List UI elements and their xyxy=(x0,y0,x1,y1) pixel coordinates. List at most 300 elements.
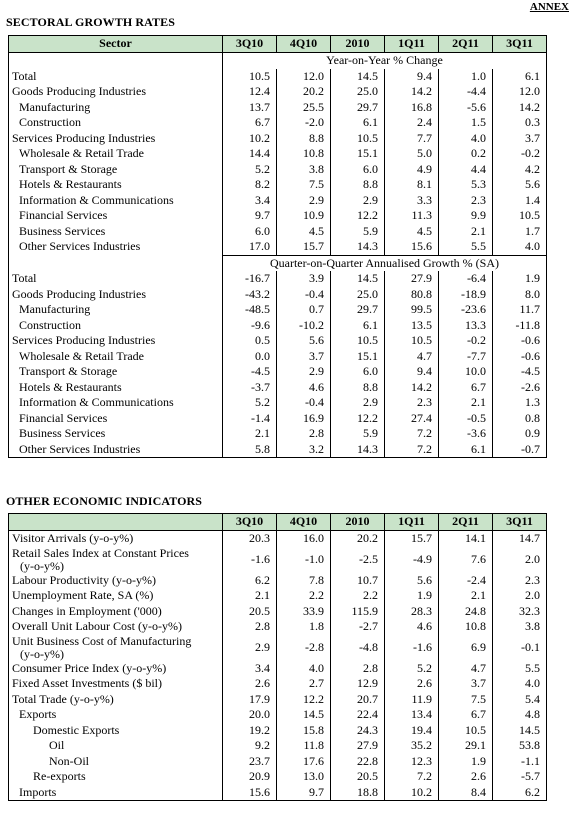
cell-value: 22.8 xyxy=(331,754,385,770)
cell-value: -0.7 xyxy=(493,442,547,458)
cell-value: 4.0 xyxy=(439,131,493,147)
section-caption: Quarter-on-Quarter Annualised Growth % (SA) xyxy=(223,255,547,271)
period-header: 1Q11 xyxy=(385,36,439,53)
cell-value: 3.4 xyxy=(223,661,277,677)
cell-value: 6.7 xyxy=(439,380,493,396)
cell-value: 12.0 xyxy=(277,69,331,85)
table-row xyxy=(9,287,547,303)
cell-value: 14.1 xyxy=(439,531,493,547)
table-row xyxy=(9,146,547,162)
cell-value: 6.1 xyxy=(331,115,385,131)
cell-value: 4.4 xyxy=(439,162,493,178)
row-label: Services Producing Industries xyxy=(12,130,156,145)
cell-value: 2.6 xyxy=(439,769,493,785)
cell-value: 3.2 xyxy=(277,442,331,458)
sector-column-header: Sector xyxy=(9,36,223,53)
row-label xyxy=(9,619,223,635)
cell-value: 13.5 xyxy=(385,318,439,334)
cell-value: 5.0 xyxy=(385,146,439,162)
cell-value: -1.6 xyxy=(385,635,439,661)
table-row xyxy=(9,333,547,349)
row-label-line: Retail Sales Index at Constant Prices xyxy=(12,545,189,560)
sectoral-header-row xyxy=(9,36,547,53)
cell-value: 8.8 xyxy=(331,177,385,193)
row-label xyxy=(9,754,223,770)
cell-value: 5.5 xyxy=(493,661,547,677)
cell-value: 13.7 xyxy=(223,100,277,116)
table-row xyxy=(9,635,547,661)
cell-value: -1.0 xyxy=(277,547,331,573)
cell-value: 14.2 xyxy=(385,84,439,100)
cell-value: 5.2 xyxy=(223,395,277,411)
cell-value: 3.7 xyxy=(439,676,493,692)
cell-value: 2.1 xyxy=(223,588,277,604)
row-label-line: Re-exports xyxy=(33,769,86,783)
row-label: Total xyxy=(12,271,37,285)
cell-value: 8.8 xyxy=(331,380,385,396)
table-row xyxy=(9,661,547,677)
cell-value: 2.3 xyxy=(439,193,493,209)
cell-value: 0.8 xyxy=(493,411,547,427)
row-label xyxy=(9,635,223,661)
section-caption-row xyxy=(9,53,547,69)
cell-value: -5.7 xyxy=(493,769,547,785)
period-header: 3Q10 xyxy=(223,36,277,53)
cell-value: 4.0 xyxy=(493,239,547,255)
cell-value: 14.5 xyxy=(277,707,331,723)
cell-value: 12.9 xyxy=(331,676,385,692)
cell-value: 12.3 xyxy=(385,754,439,770)
period-header: 2010 xyxy=(331,36,385,53)
indicator-column-header xyxy=(9,514,223,531)
cell-value: -2.5 xyxy=(331,547,385,573)
cell-value: 10.5 xyxy=(331,131,385,147)
cell-value: 2.6 xyxy=(385,676,439,692)
cell-value: 3.3 xyxy=(385,193,439,209)
row-label: Hotels & Restaurants xyxy=(19,379,122,394)
cell-value: -0.1 xyxy=(493,635,547,661)
cell-value: 2.9 xyxy=(223,635,277,661)
cell-value: -2.8 xyxy=(277,635,331,661)
cell-value: 15.7 xyxy=(385,531,439,547)
table-row xyxy=(9,588,547,604)
cell-value: 15.1 xyxy=(331,349,385,365)
row-label: Other Services Industries xyxy=(19,239,141,254)
cell-value: -0.4 xyxy=(277,395,331,411)
cell-value: -9.6 xyxy=(223,318,277,334)
cell-value: 10.7 xyxy=(331,573,385,589)
table-row xyxy=(9,131,547,147)
cell-value: 10.5 xyxy=(331,333,385,349)
cell-value: 2.3 xyxy=(385,395,439,411)
cell-value: 20.2 xyxy=(277,84,331,100)
table-row xyxy=(9,769,547,785)
cell-value: 5.6 xyxy=(277,333,331,349)
cell-value: 6.1 xyxy=(331,318,385,334)
cell-value: 10.0 xyxy=(439,364,493,380)
row-label: Construction xyxy=(19,115,81,129)
cell-value: -3.7 xyxy=(223,380,277,396)
cell-value: 14.5 xyxy=(331,271,385,287)
row-label xyxy=(9,785,223,801)
cell-value: 10.5 xyxy=(385,333,439,349)
row-label-line: Unemployment Rate, SA (%) xyxy=(12,588,154,602)
cell-value: 20.7 xyxy=(331,692,385,708)
table-row xyxy=(9,604,547,620)
row-label xyxy=(9,573,223,589)
cell-value: 6.0 xyxy=(331,162,385,178)
cell-value: 0.7 xyxy=(277,302,331,318)
cell-value: 14.5 xyxy=(493,723,547,739)
row-label xyxy=(9,547,223,573)
cell-value: 2.1 xyxy=(439,395,493,411)
cell-value: 3.7 xyxy=(493,131,547,147)
cell-value: 18.8 xyxy=(331,785,385,801)
cell-value: 14.2 xyxy=(385,380,439,396)
row-label xyxy=(9,676,223,692)
row-label-line: Domestic Exports xyxy=(33,722,120,737)
row-label-line: Overall Unit Labour Cost (y-o-y%) xyxy=(12,619,182,633)
cell-value: 15.7 xyxy=(277,239,331,255)
cell-value: 25.0 xyxy=(331,287,385,303)
row-label: Transport & Storage xyxy=(19,161,118,176)
cell-value: 15.8 xyxy=(277,723,331,739)
cell-value: 11.8 xyxy=(277,738,331,754)
cell-value: 27.9 xyxy=(331,738,385,754)
cell-value: 4.5 xyxy=(277,224,331,240)
cell-value: 10.5 xyxy=(223,69,277,85)
cell-value: -6.4 xyxy=(439,271,493,287)
cell-value: 1.4 xyxy=(493,193,547,209)
cell-value: -0.2 xyxy=(439,333,493,349)
table-row xyxy=(9,707,547,723)
cell-value: 9.4 xyxy=(385,69,439,85)
cell-value: 4.8 xyxy=(493,707,547,723)
row-label: Information & Communications xyxy=(19,192,174,207)
table-row xyxy=(9,239,547,255)
cell-value: 10.8 xyxy=(439,619,493,635)
table-row xyxy=(9,100,547,116)
cell-value: 7.6 xyxy=(439,547,493,573)
cell-value: 6.7 xyxy=(223,115,277,131)
table-row xyxy=(9,723,547,739)
cell-value: 0.9 xyxy=(493,426,547,442)
cell-value: 7.2 xyxy=(385,442,439,458)
cell-value: 8.1 xyxy=(385,177,439,193)
other-indicators-table xyxy=(8,513,547,801)
cell-value: 2.8 xyxy=(331,661,385,677)
row-label: Financial Services xyxy=(19,410,108,425)
table-row xyxy=(9,619,547,635)
cell-value: 20.9 xyxy=(223,769,277,785)
cell-value: 80.8 xyxy=(385,287,439,303)
cell-value: 5.8 xyxy=(223,442,277,458)
cell-value: 19.4 xyxy=(385,723,439,739)
cell-value: 14.7 xyxy=(493,531,547,547)
cell-value: -43.2 xyxy=(223,287,277,303)
cell-value: 3.8 xyxy=(493,619,547,635)
table-row xyxy=(9,162,547,178)
cell-value: 0.2 xyxy=(439,146,493,162)
cell-value: 99.5 xyxy=(385,302,439,318)
cell-value: 7.7 xyxy=(385,131,439,147)
row-label-line: Visitor Arrivals (y-o-y%) xyxy=(12,531,134,545)
period-header: 3Q11 xyxy=(493,514,547,531)
row-label xyxy=(9,692,223,708)
row-label-line: Fixed Asset Investments ($ bil) xyxy=(12,676,162,690)
cell-value: -2.6 xyxy=(493,380,547,396)
row-label-line: Labour Productivity (y-o-y%) xyxy=(12,572,156,587)
row-label: Transport & Storage xyxy=(19,364,118,378)
cell-value: 1.3 xyxy=(493,395,547,411)
cell-value: -11.8 xyxy=(493,318,547,334)
cell-value: 14.3 xyxy=(331,239,385,255)
cell-value: 14.3 xyxy=(331,442,385,458)
period-header: 4Q10 xyxy=(277,36,331,53)
row-label xyxy=(9,723,223,739)
cell-value: 6.1 xyxy=(493,69,547,85)
row-label-line: Total Trade (y-o-y%) xyxy=(12,691,114,706)
cell-value: 7.8 xyxy=(277,573,331,589)
row-label-line: (y-o-y%) xyxy=(20,558,64,573)
period-header: 1Q11 xyxy=(385,514,439,531)
cell-value: 29.7 xyxy=(331,100,385,116)
cell-value: 14.4 xyxy=(223,146,277,162)
cell-value: 16.9 xyxy=(277,411,331,427)
cell-value: 4.7 xyxy=(439,661,493,677)
cell-value: 2.4 xyxy=(385,115,439,131)
table-row xyxy=(9,395,547,411)
row-label: Construction xyxy=(19,317,81,332)
row-label: Business Services xyxy=(19,426,106,440)
cell-value: 6.0 xyxy=(331,364,385,380)
cell-value: 2.1 xyxy=(223,426,277,442)
cell-value: 8.4 xyxy=(439,785,493,801)
row-label: Other Services Industries xyxy=(19,441,141,456)
cell-value: 4.7 xyxy=(385,349,439,365)
table-row xyxy=(9,177,547,193)
cell-value: 1.7 xyxy=(493,224,547,240)
period-header: 2Q11 xyxy=(439,514,493,531)
cell-value: -10.2 xyxy=(277,318,331,334)
cell-value: 20.3 xyxy=(223,531,277,547)
cell-value: 5.5 xyxy=(439,239,493,255)
cell-value: 35.2 xyxy=(385,738,439,754)
cell-value: 115.9 xyxy=(331,604,385,620)
cell-value: 14.5 xyxy=(331,69,385,85)
cell-value: 28.3 xyxy=(385,604,439,620)
cell-value: 2.0 xyxy=(493,588,547,604)
table-row xyxy=(9,364,547,380)
cell-value: -16.7 xyxy=(223,271,277,287)
table-row xyxy=(9,69,547,85)
cell-value: 10.2 xyxy=(223,131,277,147)
cell-value: 13.4 xyxy=(385,707,439,723)
cell-value: 16.8 xyxy=(385,100,439,116)
cell-value: 1.0 xyxy=(439,69,493,85)
cell-value: 29.1 xyxy=(439,738,493,754)
cell-value: 27.4 xyxy=(385,411,439,427)
cell-value: 11.9 xyxy=(385,692,439,708)
row-label: Total xyxy=(12,68,37,83)
cell-value: 3.7 xyxy=(277,349,331,365)
row-label xyxy=(9,604,223,620)
cell-value: 16.0 xyxy=(277,531,331,547)
cell-value: 1.9 xyxy=(493,271,547,287)
period-header: 3Q10 xyxy=(223,514,277,531)
cell-value: -48.5 xyxy=(223,302,277,318)
period-header: 3Q11 xyxy=(493,36,547,53)
table-row xyxy=(9,573,547,589)
cell-value: 22.4 xyxy=(331,707,385,723)
cell-value: 2.8 xyxy=(223,619,277,635)
row-label: Business Services xyxy=(19,223,106,238)
row-label: Manufacturing xyxy=(19,99,91,114)
row-label-line: Unit Business Cost of Manufacturing xyxy=(12,633,192,648)
cell-value: 9.4 xyxy=(385,364,439,380)
cell-value: -4.5 xyxy=(223,364,277,380)
sectoral-growth-table xyxy=(8,35,547,458)
cell-value: 1.9 xyxy=(385,588,439,604)
cell-value: 10.5 xyxy=(493,208,547,224)
table-row xyxy=(9,754,547,770)
cell-value: 9.7 xyxy=(223,208,277,224)
cell-value: 5.2 xyxy=(385,661,439,677)
table-row xyxy=(9,426,547,442)
cell-value: 5.9 xyxy=(331,224,385,240)
cell-value: -0.4 xyxy=(277,287,331,303)
cell-value: 5.2 xyxy=(223,162,277,178)
cell-value: 11.3 xyxy=(385,208,439,224)
cell-value: 6.7 xyxy=(439,707,493,723)
cell-value: 27.9 xyxy=(385,271,439,287)
cell-value: 2.9 xyxy=(277,364,331,380)
cell-value: 12.0 xyxy=(493,84,547,100)
row-label: Financial Services xyxy=(19,208,108,222)
row-label: Wholesale & Retail Trade xyxy=(19,348,144,363)
row-label-line: Consumer Price Index (y-o-y%) xyxy=(12,660,167,675)
cell-value: -1.6 xyxy=(223,547,277,573)
cell-value: 3.9 xyxy=(277,271,331,287)
cell-value: 17.6 xyxy=(277,754,331,770)
cell-value: 6.1 xyxy=(439,442,493,458)
row-label: Goods Producing Industries xyxy=(12,286,146,301)
cell-value: 2.8 xyxy=(277,426,331,442)
cell-value: 6.0 xyxy=(223,224,277,240)
cell-value: 12.4 xyxy=(223,84,277,100)
cell-value: 0.3 xyxy=(493,115,547,131)
cell-value: -2.7 xyxy=(331,619,385,635)
cell-value: 8.2 xyxy=(223,177,277,193)
cell-value: 17.0 xyxy=(223,239,277,255)
cell-value: -0.6 xyxy=(493,349,547,365)
indicators-header-row xyxy=(9,514,547,531)
cell-value: 9.9 xyxy=(439,208,493,224)
row-label-line: Changes in Employment ('000) xyxy=(12,603,162,618)
cell-value: -3.6 xyxy=(439,426,493,442)
cell-value: 5.6 xyxy=(493,177,547,193)
cell-value: 4.6 xyxy=(277,380,331,396)
cell-value: 7.2 xyxy=(385,769,439,785)
row-label-line: (y-o-y%) xyxy=(20,646,64,661)
table-row xyxy=(9,318,547,334)
cell-value: 7.2 xyxy=(385,426,439,442)
cell-value: 53.8 xyxy=(493,738,547,754)
cell-value: 0.0 xyxy=(223,349,277,365)
row-label: Hotels & Restaurants xyxy=(19,177,122,191)
cell-value: 4.0 xyxy=(493,676,547,692)
cell-value: 15.1 xyxy=(331,146,385,162)
cell-value: 12.2 xyxy=(331,208,385,224)
cell-value: 1.5 xyxy=(439,115,493,131)
cell-value: -5.6 xyxy=(439,100,493,116)
cell-value: 5.9 xyxy=(331,426,385,442)
annex-label: ANNEX xyxy=(529,1,569,13)
cell-value: 1.8 xyxy=(277,619,331,635)
row-label xyxy=(9,588,223,604)
cell-value: 3.4 xyxy=(223,193,277,209)
cell-value: 25.5 xyxy=(277,100,331,116)
period-header: 2Q11 xyxy=(439,36,493,53)
row-label: Goods Producing Industries xyxy=(12,84,146,98)
cell-value: 6.9 xyxy=(439,635,493,661)
cell-value: 10.5 xyxy=(439,723,493,739)
row-label: Wholesale & Retail Trade xyxy=(19,146,144,160)
cell-value: 13.0 xyxy=(277,769,331,785)
table-row xyxy=(9,349,547,365)
cell-value: 19.2 xyxy=(223,723,277,739)
cell-value: 24.3 xyxy=(331,723,385,739)
table-row xyxy=(9,115,547,131)
cell-value: 25.0 xyxy=(331,84,385,100)
cell-value: 2.1 xyxy=(439,224,493,240)
cell-value: 2.9 xyxy=(331,395,385,411)
table-row xyxy=(9,692,547,708)
cell-value: 5.4 xyxy=(493,692,547,708)
table-row xyxy=(9,531,547,547)
cell-value: 9.7 xyxy=(277,785,331,801)
cell-value: -23.6 xyxy=(439,302,493,318)
cell-value: 2.9 xyxy=(277,193,331,209)
row-label: Manufacturing xyxy=(19,302,91,316)
table-row xyxy=(9,442,547,458)
cell-value: 17.9 xyxy=(223,692,277,708)
row-label xyxy=(9,661,223,677)
cell-value: 20.0 xyxy=(223,707,277,723)
sectoral-growth-title: SECTORAL GROWTH RATES xyxy=(6,15,176,29)
row-label: Information & Communications xyxy=(19,395,174,409)
cell-value: 8.0 xyxy=(493,287,547,303)
table-row xyxy=(9,208,547,224)
cell-value: 2.7 xyxy=(277,676,331,692)
cell-value: 2.1 xyxy=(439,588,493,604)
cell-value: 5.3 xyxy=(439,177,493,193)
cell-value: 1.9 xyxy=(439,754,493,770)
table-row xyxy=(9,271,547,287)
cell-value: 2.9 xyxy=(331,193,385,209)
cell-value: -0.6 xyxy=(493,333,547,349)
cell-value: 20.2 xyxy=(331,531,385,547)
cell-value: 3.8 xyxy=(277,162,331,178)
period-header: 4Q10 xyxy=(277,514,331,531)
row-label-line: Non-Oil xyxy=(49,753,89,768)
table-row xyxy=(9,193,547,209)
cell-value: 4.5 xyxy=(385,224,439,240)
table-row xyxy=(9,224,547,240)
cell-value: 4.2 xyxy=(493,162,547,178)
cell-value: -4.5 xyxy=(493,364,547,380)
cell-value: -2.4 xyxy=(439,573,493,589)
